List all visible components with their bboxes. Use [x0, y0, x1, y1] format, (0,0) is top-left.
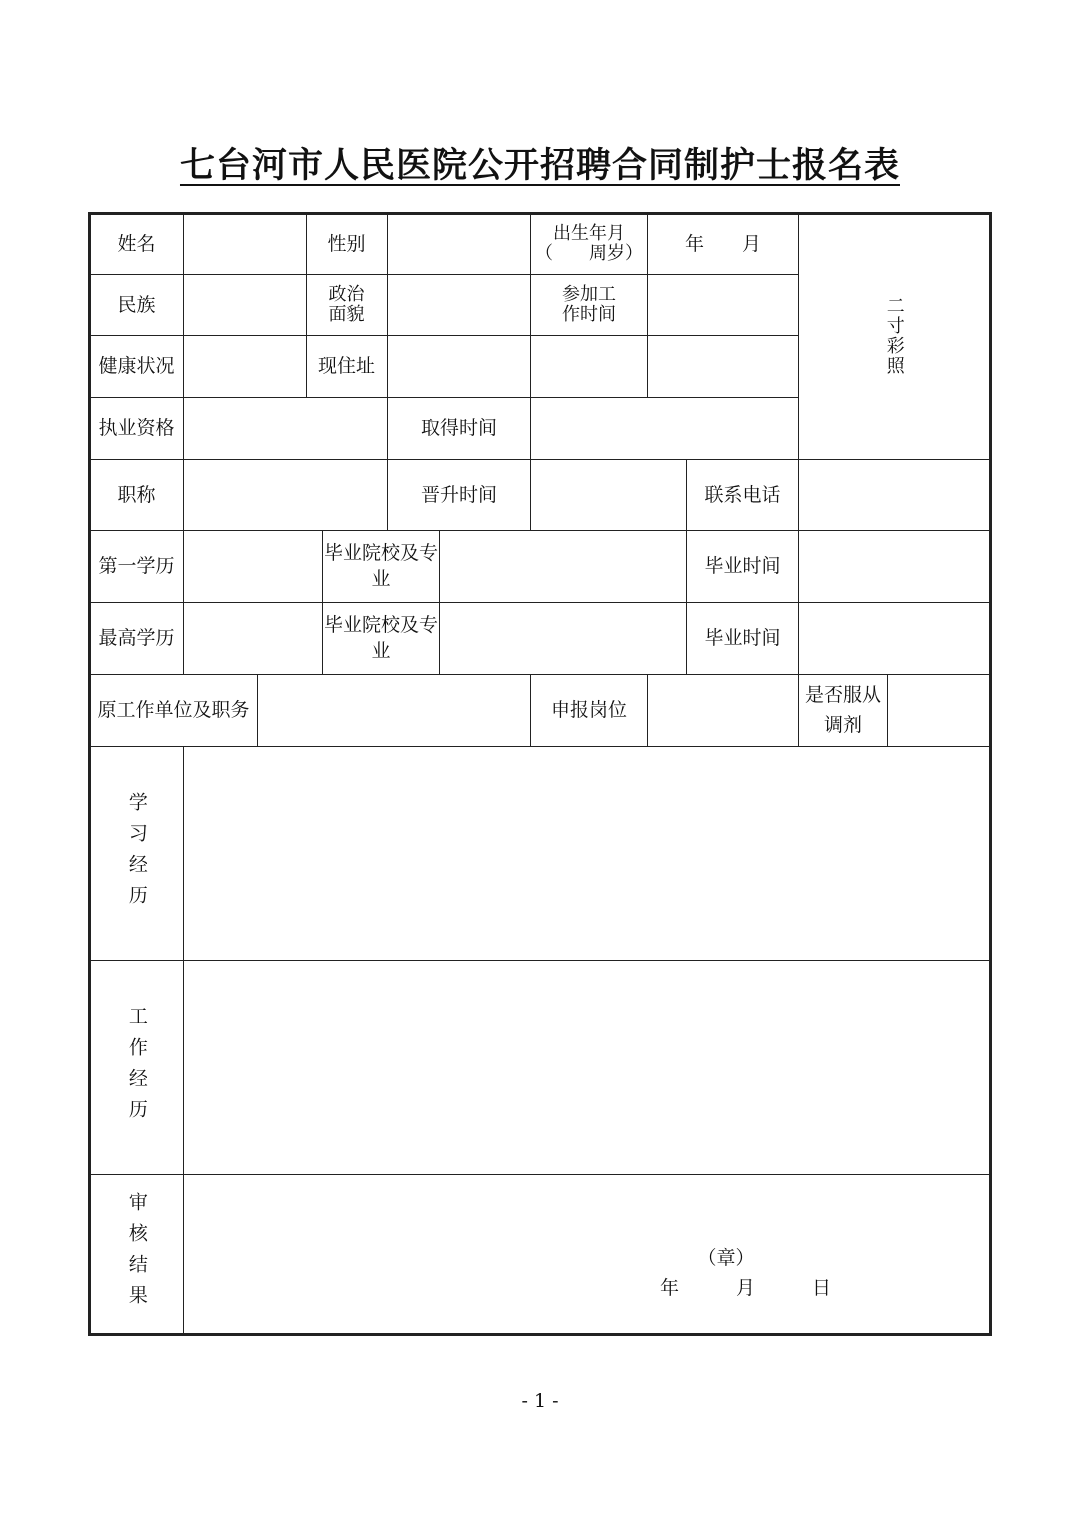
license-field[interactable]: [184, 398, 387, 459]
gender-field[interactable]: [388, 214, 530, 274]
review-date-line: 年 月 日: [660, 1277, 832, 1299]
label-school-major-1: 毕业院校及专业: [323, 541, 438, 590]
label-first-education: 第一学历: [98, 555, 175, 578]
label-accept-adjustment-line1: 是否服从: [804, 684, 881, 707]
label-accept-adjustment: [799, 675, 887, 746]
phone-field[interactable]: [799, 460, 989, 530]
photo-label: 二寸彩照: [883, 296, 905, 376]
address-field[interactable]: [388, 336, 530, 397]
stamp-label: （章）: [697, 1247, 755, 1269]
apply-post-field[interactable]: [648, 675, 798, 746]
address-field-3[interactable]: [648, 336, 798, 397]
graduation-time-1-field[interactable]: [799, 531, 989, 602]
label-license: 执业资格: [98, 417, 175, 440]
review-result-text: 审核结果: [125, 1192, 148, 1316]
label-highest-education: 最高学历: [98, 627, 175, 650]
label-name: 姓名: [117, 232, 156, 255]
label-obtain-time: 取得时间: [420, 417, 497, 440]
label-work-start: [531, 275, 647, 335]
label-previous-unit: 原工作单位及职务: [97, 699, 250, 722]
label-review-result: [90, 1175, 183, 1333]
obtain-time-field[interactable]: [531, 398, 798, 459]
work-history-text: 工作经历: [125, 1005, 148, 1130]
study-history-field[interactable]: [184, 747, 989, 960]
title-rank-field[interactable]: [184, 460, 387, 530]
name-field[interactable]: [184, 214, 306, 274]
label-health: 健康状况: [98, 355, 175, 378]
work-history-field[interactable]: [184, 961, 989, 1174]
address-field-2[interactable]: [531, 336, 647, 397]
label-birth-date: [531, 214, 647, 274]
political-status-field[interactable]: [388, 275, 530, 335]
first-education-field[interactable]: [184, 531, 322, 602]
label-apply-post: 申报岗位: [550, 699, 627, 722]
label-birth-date-line1: 出生年月: [553, 222, 625, 244]
label-graduation-time-2: 毕业时间: [704, 627, 781, 650]
highest-education-field[interactable]: [184, 603, 322, 674]
label-gender: 性别: [327, 232, 366, 255]
label-study-history: [90, 747, 183, 960]
label-title-rank: 职称: [117, 483, 156, 506]
work-start-field[interactable]: [648, 275, 798, 335]
page-number: - 1 -: [521, 1390, 559, 1412]
birth-date-field[interactable]: 年 月: [684, 232, 761, 255]
graduation-time-2-field[interactable]: [799, 603, 989, 674]
label-accept-adjustment-line2: 调剂: [823, 713, 862, 736]
label-work-start-line2: 作时间: [562, 304, 616, 325]
label-ethnicity: 民族: [117, 293, 156, 316]
label-political-status-line2: 面貌: [328, 304, 365, 325]
label-birth-date-line2: （ 周岁）: [535, 243, 643, 264]
review-result-field[interactable]: [184, 1175, 989, 1333]
label-work-history: [90, 961, 183, 1174]
school-major-1-field[interactable]: [440, 531, 686, 602]
label-graduation-time-1: 毕业时间: [704, 555, 781, 578]
school-major-2-field[interactable]: [440, 603, 686, 674]
accept-adjustment-field[interactable]: [888, 675, 989, 746]
form-title: 七台河市人民医院公开招聘合同制护士报名表: [179, 146, 900, 186]
ethnicity-field[interactable]: [184, 275, 306, 335]
label-political-status-line1: 政治: [328, 283, 365, 305]
study-history-text: 学习经历: [125, 791, 148, 916]
label-political-status: [306, 275, 387, 335]
previous-unit-field[interactable]: [258, 675, 530, 746]
label-work-start-line1: 参加工: [562, 283, 616, 305]
label-address: 现住址: [317, 355, 375, 378]
label-school-major-2: 毕业院校及专业: [323, 613, 438, 662]
photo-area[interactable]: [799, 214, 989, 459]
health-field[interactable]: [184, 336, 306, 397]
label-promotion-time: 晋升时间: [420, 483, 497, 506]
promotion-time-field[interactable]: [531, 460, 686, 530]
label-phone: 联系电话: [704, 483, 781, 506]
